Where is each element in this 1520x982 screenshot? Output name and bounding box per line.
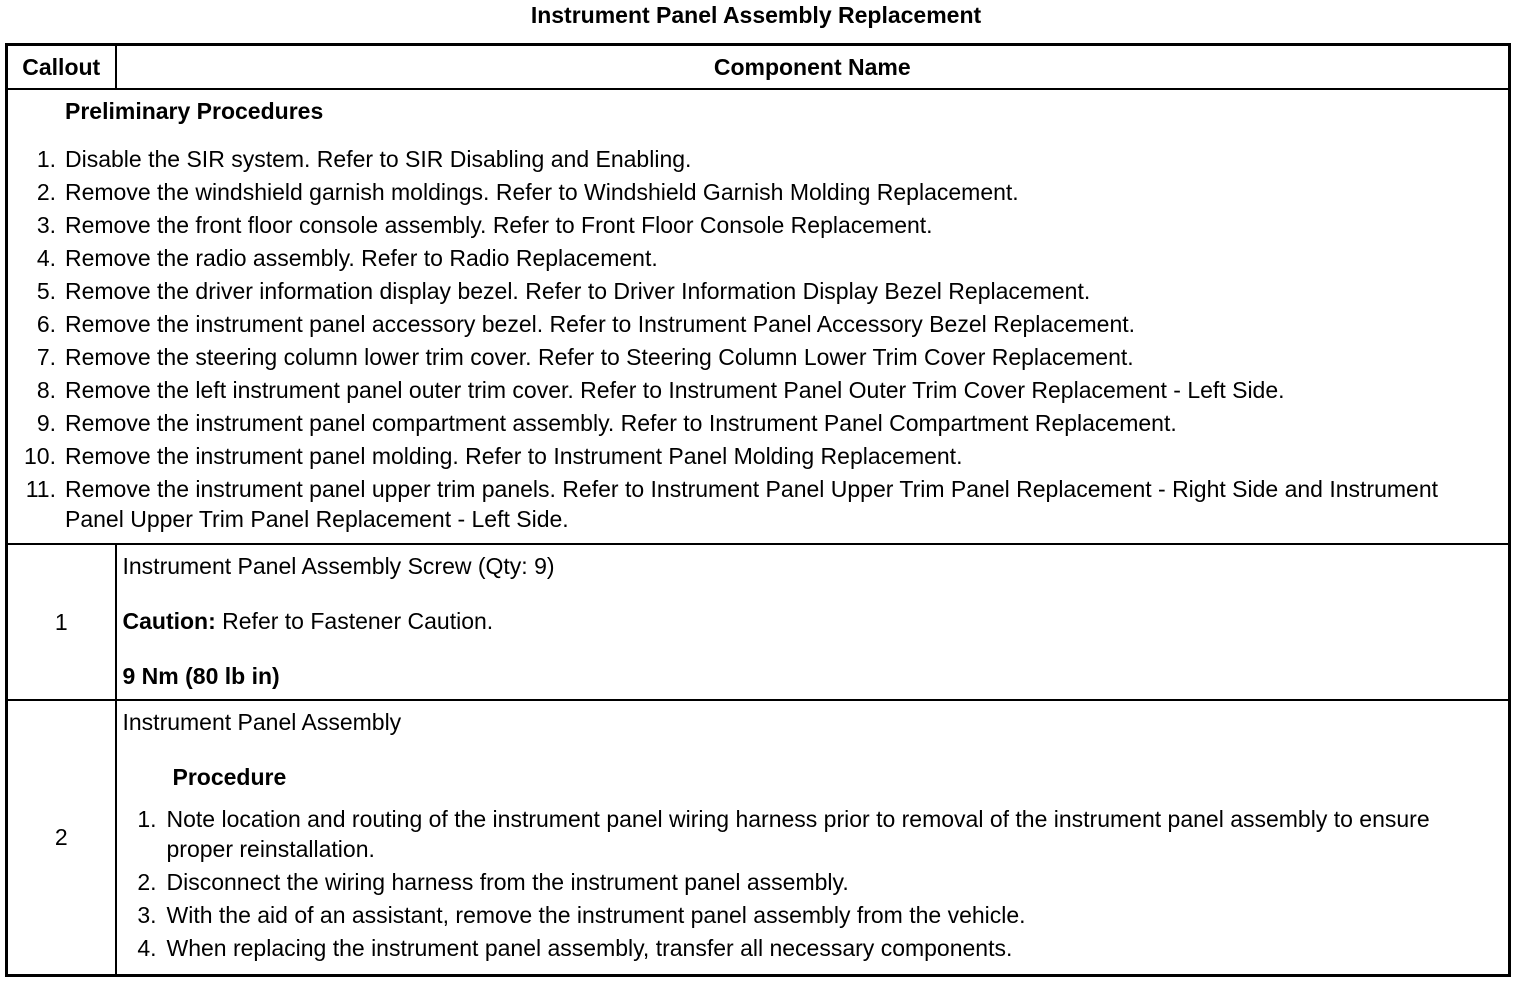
step-text: Remove the steering column lower trim cover. Refer to Steering Column Lower Trim Cover Replacement.	[65, 344, 1134, 370]
list-item	[8, 441, 1508, 471]
page-title: Instrument Panel Assembly Replacement	[530, 2, 982, 28]
step-number: 3.	[137, 902, 157, 928]
table-header-row	[7, 45, 1510, 90]
step-text: Remove the instrument panel molding. Refer to Instrument Panel Molding Replacement.	[65, 443, 963, 469]
step-number: 9.	[36, 410, 56, 436]
step-number: 2.	[137, 869, 157, 895]
table-row	[7, 544, 1510, 700]
procedure-table	[5, 43, 1511, 977]
procedure-steps-list	[123, 804, 1509, 963]
list-item	[8, 309, 1508, 339]
step-text: Remove the instrument panel compartment assembly. Refer to Instrument Panel Compartment Replacement.	[65, 410, 1177, 436]
step-number: 11.	[25, 476, 56, 502]
list-item	[8, 276, 1508, 306]
step-number: 10.	[24, 443, 56, 469]
caution-text: Refer to Fastener Caution.	[215, 608, 494, 634]
component-name: Instrument Panel Assembly	[122, 709, 402, 735]
list-item	[8, 210, 1508, 240]
preliminary-procedures-heading: Preliminary Procedures	[65, 98, 324, 124]
step-text: Note location and routing of the instrument panel wiring harness prior to removal of the instrument panel assembly to ensure proper reinstallation.	[166, 806, 1430, 862]
list-item	[8, 474, 1508, 534]
list-item	[8, 144, 1508, 174]
list-item	[8, 243, 1508, 273]
column-header-callout: Callout	[7, 45, 116, 90]
list-item	[8, 375, 1508, 405]
list-item	[123, 933, 1509, 963]
step-text: Remove the radio assembly. Refer to Radio Replacement.	[65, 245, 658, 271]
step-number: 6.	[36, 311, 56, 337]
procedure-heading: Procedure	[172, 764, 287, 790]
step-text: Remove the windshield garnish moldings. Refer to Windshield Garnish Molding Replacement.	[65, 179, 1019, 205]
step-number: 4.	[36, 245, 56, 271]
list-item	[123, 867, 1509, 897]
list-item	[8, 408, 1508, 438]
step-text: Remove the front floor console assembly. Refer to Front Floor Console Replacement.	[65, 212, 933, 238]
component-cell	[116, 544, 1510, 700]
step-text: Disable the SIR system. Refer to SIR Disabling and Enabling.	[65, 146, 692, 172]
list-item	[123, 804, 1509, 864]
step-text: With the aid of an assistant, remove the instrument panel assembly from the vehicle.	[166, 902, 1026, 928]
step-text: Remove the driver information display bezel. Refer to Driver Information Display Bezel Replacement.	[65, 278, 1091, 304]
step-number: 3.	[36, 212, 56, 238]
callout-cell: 1	[7, 544, 116, 700]
preliminary-procedures-row	[7, 89, 1510, 544]
step-text: Remove the instrument panel upper trim panels. Refer to Instrument Panel Upper Trim Panel Replacement - Right Side and Instrument Panel Upper Trim Panel Replacement - Left Side.	[65, 476, 1439, 532]
step-number: 1.	[36, 146, 56, 172]
component-cell	[116, 700, 1510, 976]
step-text: Remove the left instrument panel outer trim cover. Refer to Instrument Panel Outer Trim Cover Replacement - Left Side.	[65, 377, 1285, 403]
list-item	[8, 177, 1508, 207]
step-text: When replacing the instrument panel assembly, transfer all necessary components.	[166, 935, 1013, 961]
preliminary-procedures-cell	[7, 89, 1510, 544]
step-number: 7.	[36, 344, 56, 370]
preliminary-steps-list	[8, 144, 1508, 534]
caution-line	[123, 606, 1509, 636]
column-header-component-name: Component Name	[116, 45, 1510, 90]
torque-spec: 9 Nm (80 lb in)	[122, 663, 280, 689]
caution-label: Caution:	[122, 608, 216, 634]
component-name: Instrument Panel Assembly Screw (Qty: 9)	[122, 553, 555, 579]
step-number: 4.	[137, 935, 157, 961]
list-item	[123, 900, 1509, 930]
step-number: 1.	[137, 806, 157, 832]
step-text: Disconnect the wiring harness from the instrument panel assembly.	[166, 869, 849, 895]
table-row	[7, 700, 1510, 976]
step-text: Remove the instrument panel accessory bezel. Refer to Instrument Panel Accessory Bezel Replacement.	[65, 311, 1136, 337]
step-number: 5.	[36, 278, 56, 304]
list-item	[8, 342, 1508, 372]
step-number: 8.	[36, 377, 56, 403]
callout-cell: 2	[7, 700, 116, 976]
step-number: 2.	[36, 179, 56, 205]
